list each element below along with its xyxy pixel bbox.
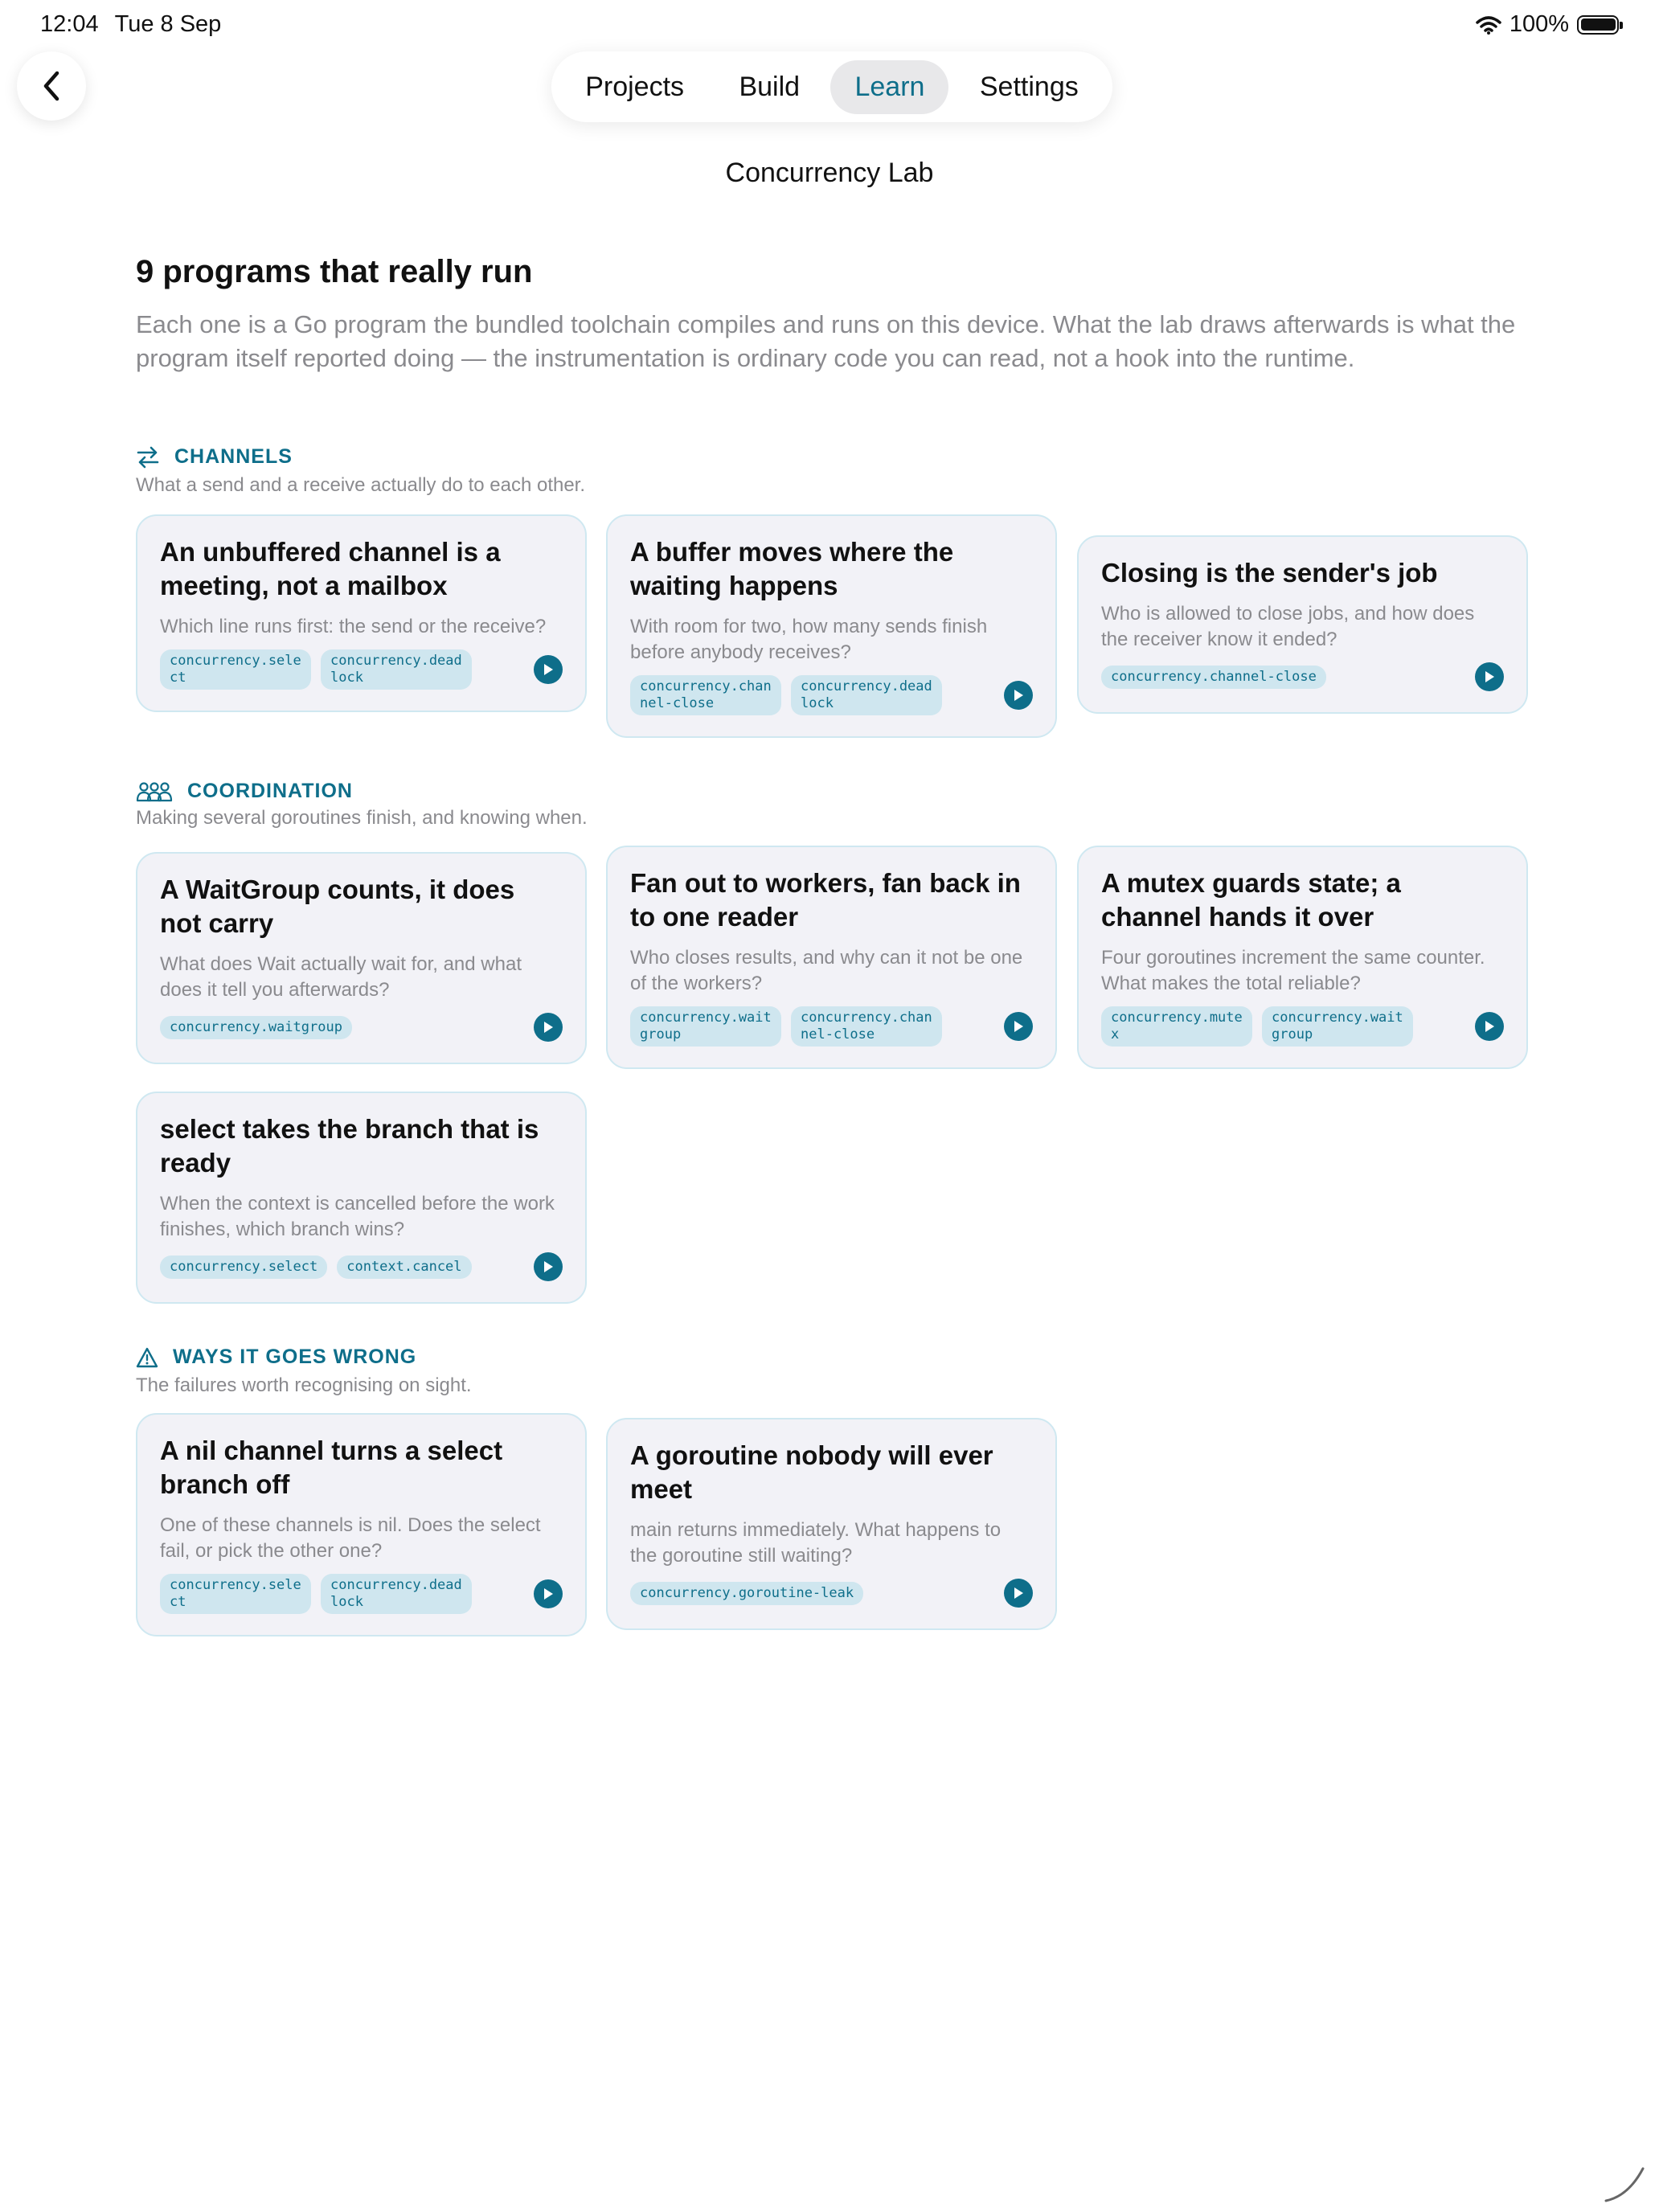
run-button[interactable]	[534, 1252, 563, 1281]
program-card[interactable]	[606, 846, 1057, 1069]
pencil-stroke-icon	[1601, 2164, 1649, 2204]
tab-projects[interactable]: Projects	[585, 71, 685, 102]
card-question: main returns immediately. What happens to the goroutine still waiting?	[630, 1519, 1002, 1567]
card-title: An unbuffered channel is a meeting, not a mailbox	[160, 537, 501, 600]
run-button[interactable]	[1004, 1579, 1033, 1608]
section-header-channels	[136, 445, 293, 469]
card-question: With room for two, how many sends finish before anybody receives?	[630, 616, 988, 663]
card-title: A nil channel turns a select branch off	[160, 1436, 503, 1499]
tab-build[interactable]: Build	[739, 71, 801, 102]
program-card[interactable]	[606, 514, 1057, 738]
program-card[interactable]	[136, 514, 587, 712]
section-title: COORDINATION	[187, 780, 353, 802]
wifi-icon	[1476, 15, 1501, 35]
card-title: select takes the branch that is ready	[160, 1114, 539, 1178]
play-icon	[1484, 1020, 1495, 1033]
run-button[interactable]	[534, 1013, 563, 1042]
play-icon	[1013, 1587, 1024, 1600]
run-button[interactable]	[1475, 662, 1504, 691]
concept-tag: concurrency.waitgroup	[1262, 1006, 1413, 1047]
card-question: Who is allowed to close jobs, and how does the receiver know it ended?	[1101, 603, 1475, 650]
warning-triangle-icon	[136, 1347, 158, 1368]
section-title: WAYS IT GOES WRONG	[173, 1346, 417, 1368]
program-card[interactable]	[1077, 535, 1528, 714]
concept-tag: concurrency.waitgroup	[160, 1016, 352, 1039]
run-button[interactable]	[1475, 1012, 1504, 1041]
card-title: A mutex guards state; a channel hands it over	[1101, 868, 1401, 932]
card-title: A WaitGroup counts, it does not carry	[160, 875, 515, 938]
card-question: Four goroutines increment the same counter. What makes the total reliable?	[1101, 947, 1485, 994]
card-question: When the context is cancelled before the work finishes, which branch wins?	[160, 1193, 555, 1240]
concept-tag: concurrency.select	[160, 649, 311, 690]
status-date: Tue 8 Sep	[114, 11, 222, 37]
status-bar-time	[40, 11, 237, 38]
program-card[interactable]	[136, 852, 587, 1064]
status-time: 12:04	[40, 11, 99, 37]
concept-tag: context.cancel	[337, 1256, 471, 1279]
section-header-ways-it-goes-wrong	[136, 1346, 416, 1369]
concept-tag: concurrency.deadlock	[321, 649, 472, 690]
concept-tag: concurrency.select	[160, 1574, 311, 1614]
card-question: One of these channels is nil. Does the select fail, or pick the other one?	[160, 1514, 541, 1562]
tab-bar	[551, 51, 1112, 122]
card-title: A buffer moves where the waiting happens	[630, 537, 954, 600]
card-title: A goroutine nobody will ever meet	[630, 1440, 993, 1504]
intro-block	[136, 254, 1534, 375]
chevron-left-icon	[39, 68, 63, 104]
page-title: Concurrency Lab	[725, 158, 934, 188]
concept-tag: concurrency.select	[160, 1256, 327, 1279]
section-subtitle: Making several goroutines finish, and knowing when.	[136, 807, 588, 829]
play-icon	[1013, 1020, 1024, 1033]
run-button[interactable]	[1004, 1012, 1033, 1041]
card-title: Fan out to workers, fan back in to one reader	[630, 868, 1021, 932]
card-question: Who closes results, and why can it not be one of the workers?	[630, 947, 1023, 994]
card-question: Which line runs first: the send or the receive?	[160, 616, 547, 637]
section-subtitle: What a send and a receive actually do to each other.	[136, 474, 586, 496]
section-header-coordination	[136, 780, 353, 803]
card-question: What does Wait actually wait for, and what does it tell you afterwards?	[160, 953, 522, 1001]
program-card[interactable]	[136, 1092, 587, 1304]
status-bar-right	[1476, 11, 1619, 38]
concept-tag: concurrency.mutex	[1101, 1006, 1252, 1047]
people-icon	[136, 781, 173, 802]
play-icon	[1013, 689, 1024, 702]
concept-tag: concurrency.channel-close	[630, 675, 781, 715]
battery-icon	[1577, 15, 1619, 35]
concept-tag: concurrency.deadlock	[791, 675, 942, 715]
battery-percent: 100%	[1509, 11, 1569, 37]
arrows-swap-icon	[136, 446, 160, 469]
run-button[interactable]	[534, 655, 563, 684]
tab-learn[interactable]: Learn	[830, 60, 948, 114]
play-icon	[543, 1587, 554, 1600]
program-card[interactable]	[606, 1418, 1057, 1630]
program-card[interactable]	[1077, 846, 1528, 1069]
play-icon	[543, 663, 554, 676]
concept-tag: concurrency.goroutine-leak	[630, 1582, 863, 1605]
headline: 9 programs that really run	[136, 254, 533, 289]
tab-settings[interactable]: Settings	[979, 71, 1079, 102]
play-icon	[543, 1021, 554, 1034]
program-card[interactable]	[136, 1413, 587, 1636]
concept-tag: concurrency.channel-close	[791, 1006, 942, 1047]
section-subtitle: The failures worth recognising on sight.	[136, 1374, 472, 1396]
run-button[interactable]	[1004, 681, 1033, 710]
play-icon	[1484, 670, 1495, 683]
play-icon	[543, 1260, 554, 1273]
run-button[interactable]	[534, 1579, 563, 1608]
concept-tag: concurrency.deadlock	[321, 1574, 472, 1614]
concept-tag: concurrency.waitgroup	[630, 1006, 781, 1047]
card-title: Closing is the sender's job	[1101, 558, 1438, 588]
intro-text: Each one is a Go program the bundled toolchain compiles and runs on this device. What the lab draws afterwards is what the program itself reported doing — the instrumentation is ordinary code you can read, not a hook into the runtime.	[136, 310, 1516, 372]
concept-tag: concurrency.channel-close	[1101, 666, 1326, 689]
section-title: CHANNELS	[174, 445, 293, 468]
back-button[interactable]	[17, 51, 86, 121]
